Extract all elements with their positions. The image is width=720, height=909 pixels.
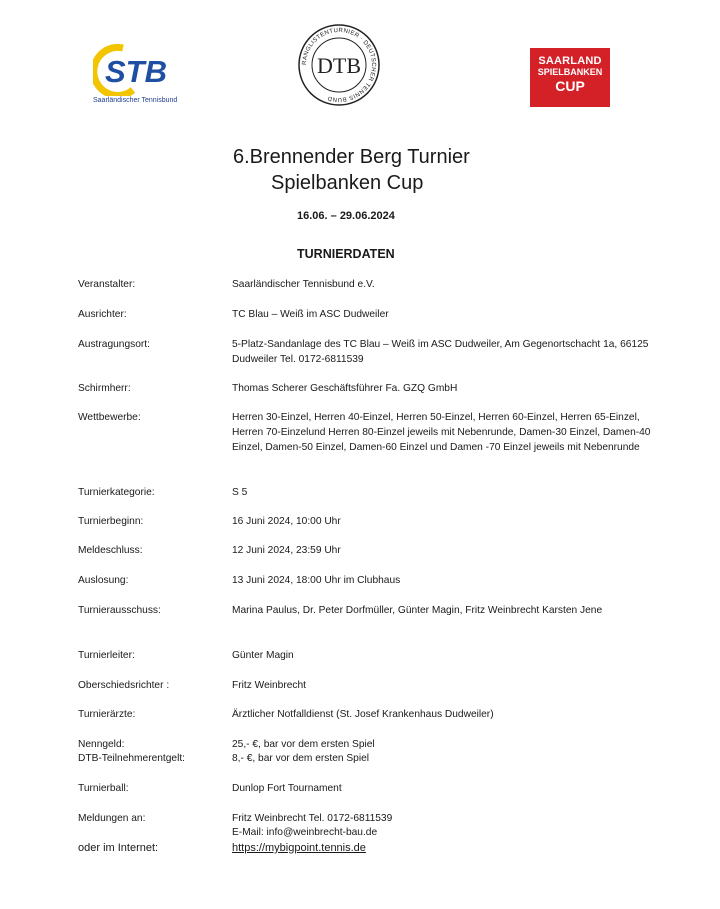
row-label: Ausrichter: (78, 309, 127, 320)
row-value: 12 Juni 2024, 23:59 Uhr (232, 545, 341, 556)
row-label: Nenngeld: (78, 739, 125, 750)
row-label: Austragungsort: (78, 339, 150, 350)
row-label: Meldungen an: (78, 813, 146, 824)
row-label: Wettbewerbe: (78, 412, 141, 423)
row-value: Thomas Scherer Geschäftsführer Fa. GZQ GmbH (232, 383, 458, 394)
row-value: Herren 30-Einzel, Herren 40-Einzel, Herren 50-Einzel, Herren 60-Einzel, Herren 65-Einzel, Herren 70-Einzelund Herren 80-Einzel jeweils mit Nebenrunde, Damen-30 Einzel, Damen-40 Einzel, Damen-50 Einzel, Damen-60 Einzel und Damen -70 Einzel jeweils mit Nebenrunde (232, 412, 651, 453)
row-value: Fritz Weinbrecht Tel. 0172-6811539 (232, 813, 393, 824)
spielbanken-logo-line3: CUP (555, 78, 585, 94)
row-value: 5-Platz-Sandanlage des TC Blau – Weiß im ASC Dudweiler, Am Gegenortschacht 1a, 66125 Dudweiler Tel. 0172-6811539 (232, 339, 649, 365)
dtb-center-text: DTB (317, 53, 361, 78)
row-label: Turnierball: (78, 783, 129, 794)
stb-logo-subtitle: Saarländischer Tennisbund (93, 97, 178, 104)
tournament-dates: 16.06. – 29.06.2024 (297, 210, 395, 222)
row-value: S 5 (232, 487, 248, 498)
row-label: Oberschiedsrichter : (78, 680, 170, 691)
row-label: Meldeschluss: (78, 545, 143, 556)
row-value: 8,- €, bar vor dem ersten Spiel (232, 753, 370, 764)
row-label: Turnierärzte: (78, 709, 136, 720)
dtb-logo (297, 23, 381, 107)
row-label: Schirmherr: (78, 383, 131, 394)
row-label: Auslosung: (78, 575, 129, 586)
stb-logo-graphic (93, 44, 203, 96)
row-value: E-Mail: info@weinbrecht-bau.de (232, 827, 378, 838)
row-value: 16 Juni 2024, 10:00 Uhr (232, 516, 341, 527)
spielbanken-logo-line1: SAARLAND (538, 55, 602, 67)
row-value: Saarländischer Tennisbund e.V. (232, 279, 375, 290)
row-label: DTB-Teilnehmerentgelt: (78, 753, 186, 764)
registration-link[interactable]: https://mybigpoint.tennis.de (232, 842, 366, 854)
row-label: Veranstalter: (78, 279, 136, 290)
spielbanken-logo-line2: SPIELBANKEN (537, 67, 603, 77)
row-value: Dunlop Fort Tournament (232, 783, 342, 794)
row-label: Turnierausschuss: (78, 605, 161, 616)
spielbanken-cup-logo (530, 48, 610, 107)
dtb-ring-text: RANGLISTENTURNIER · DEUTSCHER TENNIS BUND (301, 27, 377, 103)
stb-logo (93, 44, 203, 110)
row-value: Marina Paulus, Dr. Peter Dorfmüller, Günter Magin, Fritz Weinbrecht Karsten Jene (232, 605, 603, 616)
row-value-wrap (232, 841, 652, 856)
row-value: 25,- €, bar vor dem ersten Spiel (232, 739, 375, 750)
row-label: oder im Internet: (78, 842, 159, 854)
title-line-2: Spielbanken Cup (271, 172, 424, 194)
row-value: Ärztlicher Notfalldienst (St. Josef Krankenhaus Dudweiler) (232, 709, 494, 720)
title-line-1: 6.Brennender Berg Turnier (233, 146, 470, 168)
row-label: Turnierleiter: (78, 650, 135, 661)
row-value: Günter Magin (232, 650, 294, 661)
row-value: Fritz Weinbrecht (232, 680, 306, 691)
row-label: Turnierkategorie: (78, 487, 155, 498)
section-heading: TURNIERDATEN (297, 247, 395, 261)
row-label: Turnierbeginn: (78, 516, 144, 527)
row-value: TC Blau – Weiß im ASC Dudweiler (232, 309, 389, 320)
stb-logo-text: STB (105, 54, 167, 89)
dtb-seal-icon (297, 23, 381, 107)
row-value: 13 Juni 2024, 18:00 Uhr im Clubhaus (232, 575, 401, 586)
